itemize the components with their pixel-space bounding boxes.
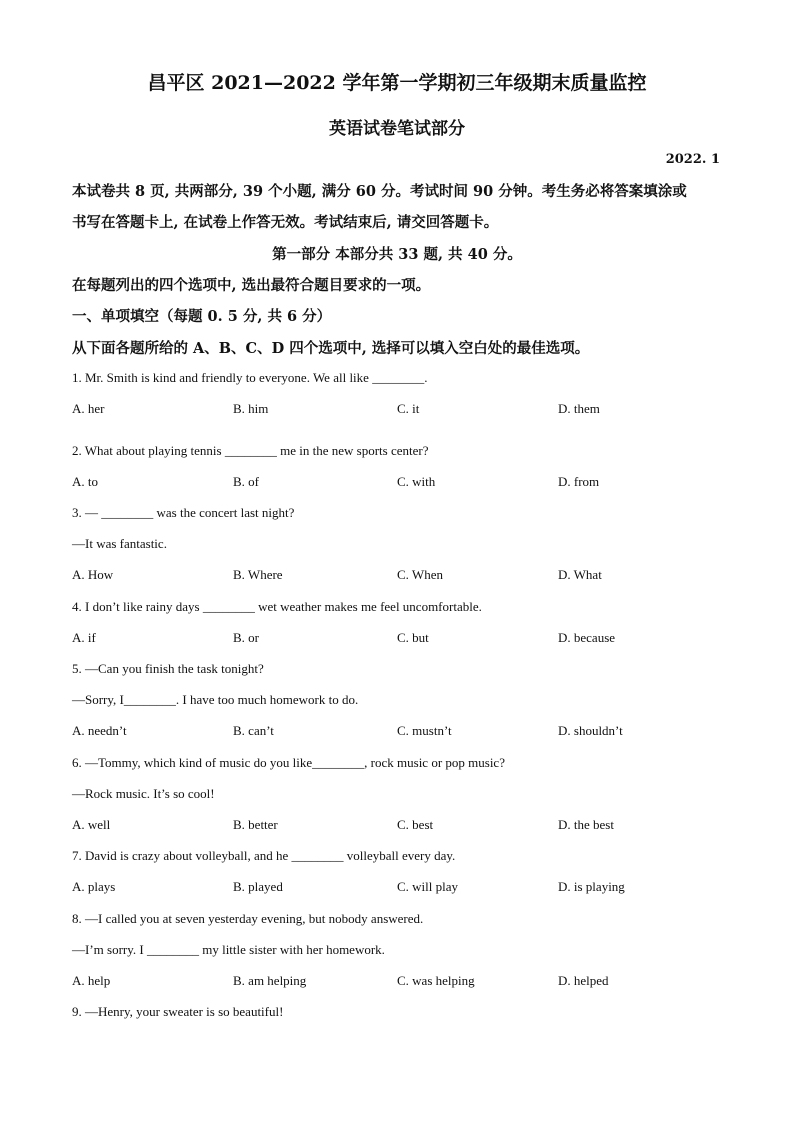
- question-6: 6. —Tommy, which kind of music do you like________, rock music or pop music?: [72, 755, 505, 770]
- q8-option-d: D. helped: [558, 973, 609, 988]
- q4-option-b: B. or: [233, 630, 259, 645]
- intro-line-2: 书写在答题卡上, 在试卷上作答无效。考试结束后, 请交回答题卡。: [72, 214, 499, 231]
- exam-title: 昌平区 2021—2022 学年第一学期初三年级期末质量监控: [147, 72, 647, 94]
- q6-option-b: B. better: [233, 817, 278, 832]
- q6-option-d: D. the best: [558, 817, 614, 832]
- q6-option-c: C. best: [397, 817, 434, 832]
- q3-option-d: D. What: [558, 567, 602, 582]
- exam-subtitle: 英语试卷笔试部分: [329, 119, 465, 139]
- q7-option-d: D. is playing: [558, 879, 625, 894]
- q1-option-d: D. them: [558, 401, 600, 416]
- q8-option-a: A. help: [72, 973, 111, 988]
- section-instruction: 从下面各题所给的 A、B、C、D 四个选项中, 选择可以填入空白处的最佳选项。: [72, 340, 590, 357]
- q4-option-c: C. but: [397, 630, 429, 645]
- question-2: 2. What about playing tennis ________ me in the new sports center?: [72, 443, 429, 458]
- q5-option-c: C. mustn’t: [397, 723, 452, 738]
- question-3: 3. — ________ was the concert last night?: [72, 505, 295, 520]
- question-7: 7. David is crazy about volleyball, and he ________ volleyball every day.: [72, 848, 456, 863]
- section-title: 一、单项填空（每题 0. 5 分, 共 6 分）: [72, 308, 332, 325]
- q4-option-a: A. if: [72, 630, 96, 645]
- part1-instruction: 在每题列出的四个选项中, 选出最符合题目要求的一项。: [72, 277, 431, 294]
- question-3-reply: —It was fantastic.: [72, 536, 167, 551]
- q6-option-a: A. well: [72, 817, 111, 832]
- q5-option-a: A. needn’t: [72, 723, 127, 738]
- q1-option-b: B. him: [233, 401, 269, 416]
- q7-option-b: B. played: [233, 879, 283, 894]
- q4-option-d: D. because: [558, 630, 616, 645]
- question-9: 9. —Henry, your sweater is so beautiful!: [72, 1004, 284, 1019]
- q1-option-c: C. it: [397, 401, 420, 416]
- q2-option-b: B. of: [233, 474, 259, 489]
- q3-option-a: A. How: [72, 567, 114, 582]
- question-5-reply: —Sorry, I________. I have too much homework to do.: [72, 692, 359, 707]
- intro-line-1: 本试卷共 8 页, 共两部分, 39 个小题, 满分 60 分。考试时间 90 分钟。考生务必将答案填涂或: [72, 183, 687, 200]
- q8-option-b: B. am helping: [233, 973, 307, 988]
- part1-heading: 第一部分 本部分共 33 题, 共 40 分。: [272, 246, 522, 263]
- q2-option-c: C. with: [397, 474, 436, 489]
- question-8: 8. —I called you at seven yesterday evening, but nobody answered.: [72, 911, 424, 926]
- question-4: 4. I don’t like rainy days ________ wet weather makes me feel uncomfortable.: [72, 599, 482, 614]
- q1-option-a: A. her: [72, 401, 105, 416]
- q5-option-b: B. can’t: [233, 723, 274, 738]
- question-1: 1. Mr. Smith is kind and friendly to everyone. We all like ________.: [72, 370, 428, 385]
- q7-option-c: C. will play: [397, 879, 459, 894]
- q2-option-a: A. to: [72, 474, 98, 489]
- exam-date: 2022. 1: [665, 152, 720, 167]
- q3-option-c: C. When: [397, 567, 443, 582]
- question-8-reply: —I’m sorry. I ________ my little sister with her homework.: [72, 942, 385, 957]
- q7-option-a: A. plays: [72, 879, 116, 894]
- q5-option-d: D. shouldn’t: [558, 723, 623, 738]
- question-6-reply: —Rock music. It’s so cool!: [72, 786, 215, 801]
- question-5: 5. —Can you finish the task tonight?: [72, 661, 264, 676]
- q2-option-d: D. from: [558, 474, 600, 489]
- q3-option-b: B. Where: [233, 567, 283, 582]
- q8-option-c: C. was helping: [397, 973, 475, 988]
